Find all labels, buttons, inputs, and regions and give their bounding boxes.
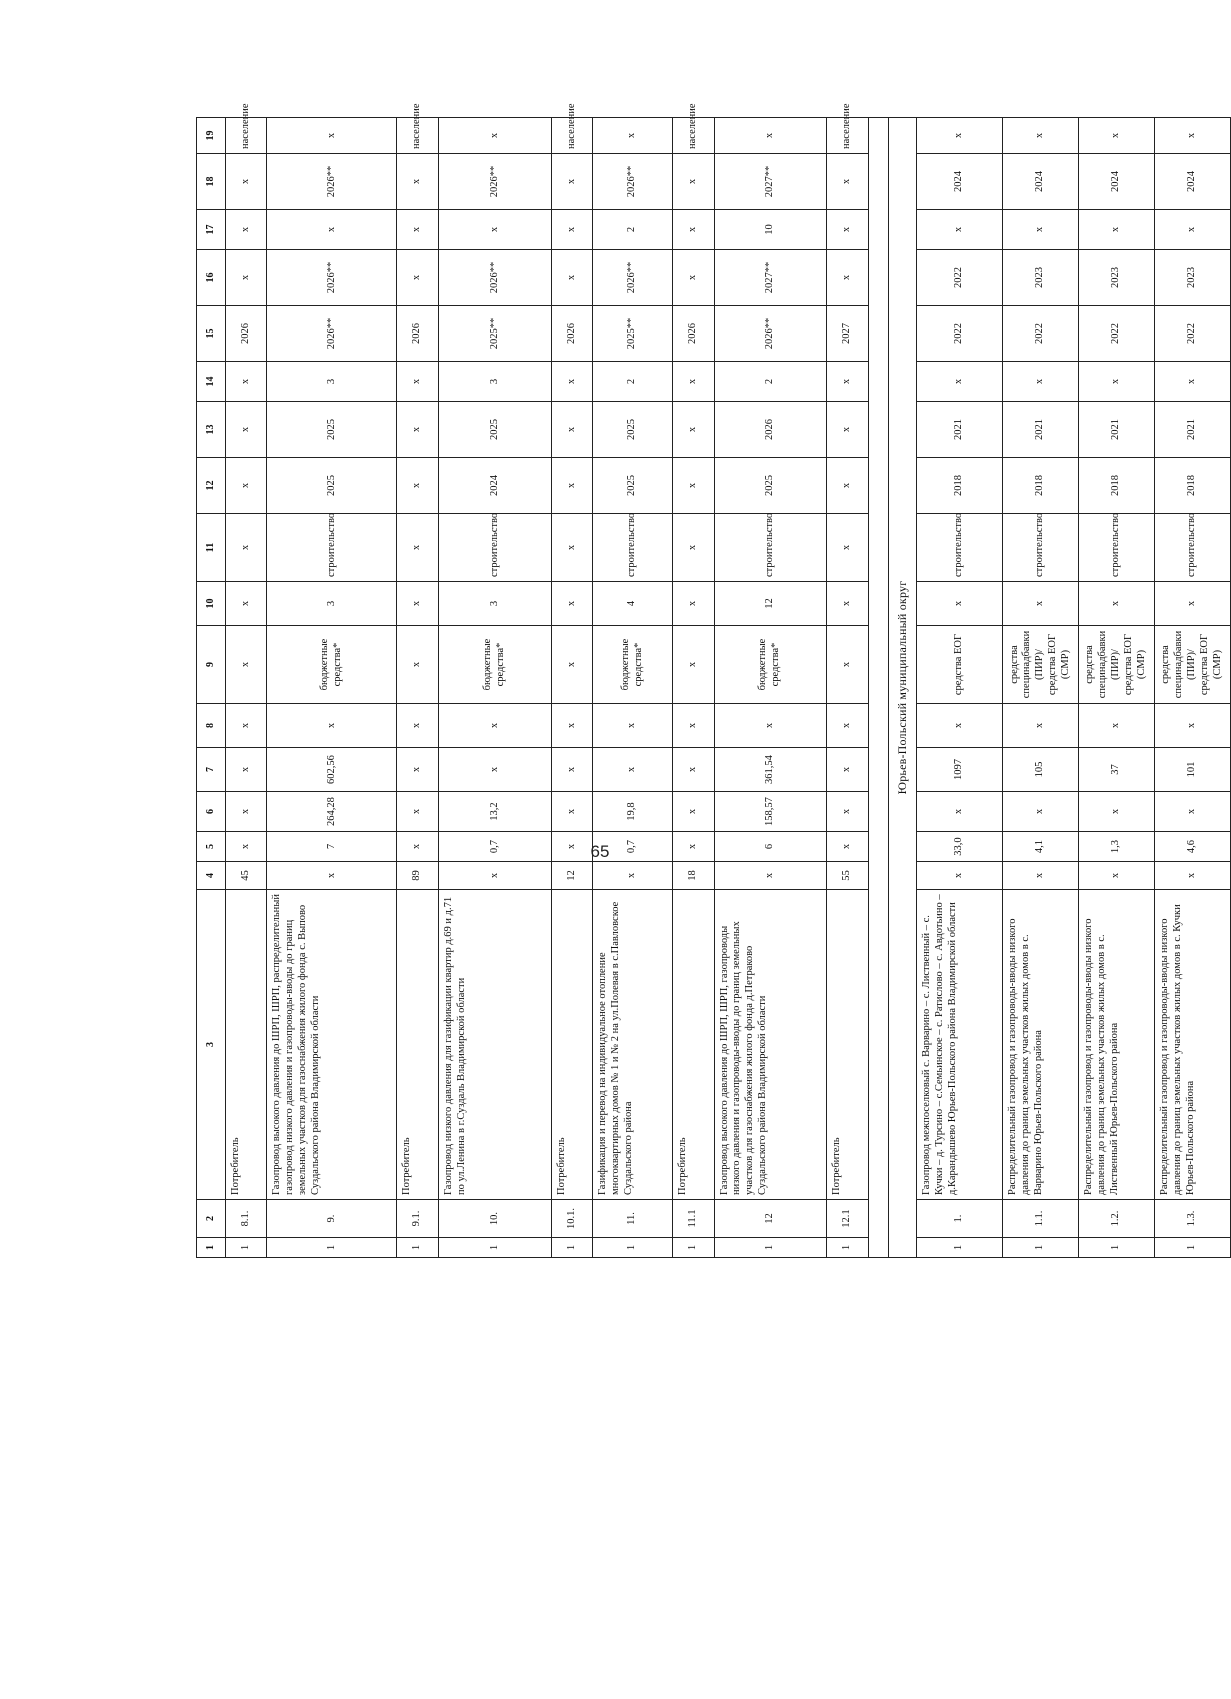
table-cell: 1.3. — [1154, 1200, 1230, 1238]
table-cell: 2024 — [1003, 154, 1079, 210]
table-cell: x — [672, 362, 714, 402]
table-cell: x — [397, 792, 439, 832]
table-row — [551, 118, 593, 1258]
table-cell: 10 — [714, 210, 826, 250]
table-cell: 8.1. — [225, 1200, 267, 1238]
table-cell: 2 — [593, 210, 672, 250]
table-cell: 2021 — [1154, 402, 1230, 458]
table-cell: 2023 — [1078, 250, 1154, 306]
table-cell: x — [826, 748, 868, 792]
table-cell: 2018 — [1154, 458, 1230, 514]
table-cell: 1 — [1154, 1238, 1230, 1258]
table-cell: x — [826, 250, 868, 306]
table-cell: x — [1154, 792, 1230, 832]
table-cell: x — [551, 832, 593, 862]
table-cell: 2026** — [593, 250, 672, 306]
table-cell: строительство — [593, 514, 672, 582]
table-cell: x — [714, 118, 826, 154]
object-name-cell: Потребитель — [551, 890, 593, 1200]
table-cell: 55 — [826, 862, 868, 890]
table-cell: x — [225, 362, 267, 402]
table-cell: 12 — [714, 582, 826, 626]
table-cell: x — [1003, 362, 1079, 402]
column-header: 16 — [197, 250, 226, 306]
column-header: 9 — [197, 626, 226, 704]
column-header: 5 — [197, 832, 226, 862]
table-cell: x — [1078, 704, 1154, 748]
table-cell: x — [1003, 704, 1079, 748]
table-cell: x — [1003, 210, 1079, 250]
table-cell: x — [551, 402, 593, 458]
table-cell: x — [1003, 862, 1079, 890]
table-cell: 6 — [714, 832, 826, 862]
object-name-cell: Потребитель — [397, 890, 439, 1200]
table-cell: 2025** — [593, 306, 672, 362]
table-cell: средства специнадбавки (ПИР)/средства ЕОГ (СМР) — [1078, 626, 1154, 704]
spacer-cell — [868, 118, 888, 1258]
table-cell: x — [1078, 362, 1154, 402]
table-cell: 9.1. — [397, 1200, 439, 1238]
table-cell: x — [593, 704, 672, 748]
column-header: 18 — [197, 154, 226, 210]
table-cell: 7 — [267, 832, 397, 862]
table-cell: 2018 — [1078, 458, 1154, 514]
object-name-cell: Потребитель — [826, 890, 868, 1200]
table-cell: 1 — [1078, 1238, 1154, 1258]
table-cell: строительство — [917, 514, 1003, 582]
table-cell: 1,3 — [1078, 832, 1154, 862]
table-cell: x — [439, 748, 551, 792]
object-name-cell: Газопровод низкого давления для газификации квартир д.69 и д.71 по ул.Ленина в г.Суздаль Владимирской области — [439, 890, 551, 1200]
table-cell: x — [267, 118, 397, 154]
table-cell: 2025** — [439, 306, 551, 362]
table-cell: 18 — [672, 862, 714, 890]
table-cell: средства ЕОГ — [917, 626, 1003, 704]
table-cell: 1.1. — [1003, 1200, 1079, 1238]
table-cell: x — [1154, 704, 1230, 748]
table-cell: 1 — [593, 1238, 672, 1258]
table-cell: 2025 — [714, 458, 826, 514]
column-header: 17 — [197, 210, 226, 250]
table-cell: x — [1003, 792, 1079, 832]
table-cell: x — [672, 704, 714, 748]
table-cell: 12 — [714, 1200, 826, 1238]
table-cell: 2018 — [1003, 458, 1079, 514]
table-cell: 2027** — [714, 154, 826, 210]
table-cell: x — [397, 582, 439, 626]
table-cell: x — [826, 210, 868, 250]
table-cell: бюджетные средства* — [439, 626, 551, 704]
column-header: 6 — [197, 792, 226, 832]
table-cell: 2027 — [826, 306, 868, 362]
table-cell: x — [225, 154, 267, 210]
table-cell: 1 — [826, 1238, 868, 1258]
table-row — [439, 118, 551, 1258]
table-cell: 1 — [551, 1238, 593, 1258]
table-cell: 2026 — [551, 306, 593, 362]
table-cell: 2024 — [917, 154, 1003, 210]
column-header: 8 — [197, 704, 226, 748]
table-cell: x — [439, 210, 551, 250]
table-cell: x — [714, 862, 826, 890]
table-cell: 2 — [714, 362, 826, 402]
table-cell: 2026 — [714, 402, 826, 458]
table-cell: x — [551, 748, 593, 792]
table-cell: x — [225, 402, 267, 458]
table-cell: x — [1154, 362, 1230, 402]
table-cell: 2027** — [714, 250, 826, 306]
table-cell: x — [1003, 118, 1079, 154]
table-row — [672, 118, 714, 1258]
header-row — [197, 118, 226, 1258]
table-cell: 2022 — [1003, 306, 1079, 362]
table-cell: x — [826, 514, 868, 582]
table-cell: x — [826, 154, 868, 210]
table-cell: x — [1078, 792, 1154, 832]
table-cell: 2022 — [1154, 306, 1230, 362]
table-cell: x — [551, 514, 593, 582]
table-cell: x — [917, 792, 1003, 832]
table-cell: x — [1154, 582, 1230, 626]
table-cell: x — [917, 582, 1003, 626]
table-cell: 2026** — [439, 154, 551, 210]
table-cell: 2 — [593, 362, 672, 402]
page-number: 65 — [590, 842, 610, 861]
column-header: 12 — [197, 458, 226, 514]
table-cell: x — [672, 626, 714, 704]
table-cell: население — [225, 118, 267, 154]
table-cell: x — [551, 792, 593, 832]
table-cell: x — [267, 704, 397, 748]
table-cell: x — [397, 748, 439, 792]
table-cell: 0,7 — [593, 832, 672, 862]
object-name-cell: Потребитель — [672, 890, 714, 1200]
table-cell: x — [1078, 118, 1154, 154]
table-cell: x — [917, 362, 1003, 402]
table-cell: 2026** — [439, 250, 551, 306]
rotated-table-container — [196, 103, 1231, 1258]
table-cell: x — [714, 704, 826, 748]
table-cell: x — [551, 250, 593, 306]
column-header: 7 — [197, 748, 226, 792]
table-cell: 37 — [1078, 748, 1154, 792]
table-cell: x — [672, 458, 714, 514]
table-cell: 1 — [672, 1238, 714, 1258]
table-cell: 4,1 — [1003, 832, 1079, 862]
table-cell: x — [917, 118, 1003, 154]
table-cell: x — [267, 210, 397, 250]
object-name-cell: Потребитель — [225, 890, 267, 1200]
table-row — [917, 118, 1003, 1258]
table-cell: население — [551, 118, 593, 154]
table-cell: 12 — [551, 862, 593, 890]
table-cell: x — [1003, 582, 1079, 626]
column-header: 15 — [197, 306, 226, 362]
table-cell: x — [672, 582, 714, 626]
table-cell: 2024 — [439, 458, 551, 514]
table-cell: x — [593, 118, 672, 154]
table-cell: 1 — [225, 1238, 267, 1258]
section-row — [888, 118, 917, 1258]
table-cell: 2026 — [225, 306, 267, 362]
table-cell: 3 — [439, 362, 551, 402]
table-cell: население — [672, 118, 714, 154]
column-header: 11 — [197, 514, 226, 582]
table-cell: 2022 — [917, 306, 1003, 362]
table-cell: x — [225, 832, 267, 862]
table-row — [267, 118, 397, 1258]
table-row — [1003, 118, 1079, 1258]
table-cell: x — [593, 862, 672, 890]
table-cell: x — [593, 748, 672, 792]
table-cell: x — [225, 250, 267, 306]
section-title: Юрьев-Польский муниципальный округ — [888, 118, 917, 1258]
table-cell: бюджетные средства* — [593, 626, 672, 704]
table-cell: 2024 — [1154, 154, 1230, 210]
table-cell: x — [672, 250, 714, 306]
table-cell: 1 — [917, 1238, 1003, 1258]
table-cell: x — [439, 118, 551, 154]
table-cell: 2025 — [439, 402, 551, 458]
table-cell: бюджетные средства* — [714, 626, 826, 704]
table-cell: x — [397, 362, 439, 402]
object-name-cell: Газопровод высокого давления до ШРП, ШРП, газопроводы низкого давления и газопроводы-вводы до границ земельных участков для газоснабжения жилого фонда д.Петраково Суздальского района Владимирской области — [714, 890, 826, 1200]
table-cell: 45 — [225, 862, 267, 890]
table-cell: x — [267, 862, 397, 890]
table-cell: 2022 — [1078, 306, 1154, 362]
table-cell: x — [826, 704, 868, 748]
table-cell: 1 — [1003, 1238, 1079, 1258]
table-cell: население — [397, 118, 439, 154]
table-cell: строительство — [714, 514, 826, 582]
table-cell: 2025 — [267, 402, 397, 458]
table-cell: x — [397, 458, 439, 514]
table-cell: 33,0 — [917, 832, 1003, 862]
column-header: 4 — [197, 862, 226, 890]
table-cell: x — [917, 210, 1003, 250]
object-name-cell: Газопровод межпоселковый с. Варварино – с. Лиственный – с. Кучки – д. Турсино – с.Семьинское – с. Ратислово – с. Авдотьино – д.Карандышево Юрьев-Польского района Владимирской области — [917, 890, 1003, 1200]
table-cell: x — [225, 514, 267, 582]
table-cell: 264,28 — [267, 792, 397, 832]
table-cell: 19,8 — [593, 792, 672, 832]
table-cell: x — [551, 210, 593, 250]
table-cell: 2026** — [267, 250, 397, 306]
table-cell: x — [826, 582, 868, 626]
table-cell: население — [826, 118, 868, 154]
table-cell: 602,56 — [267, 748, 397, 792]
table-cell: 1097 — [917, 748, 1003, 792]
table-cell: x — [672, 514, 714, 582]
table-cell: 1.2. — [1078, 1200, 1154, 1238]
table-row — [714, 118, 826, 1258]
table-cell: x — [225, 748, 267, 792]
table-cell: средства специнадбавки (ПИР)/средства ЕОГ (СМР) — [1003, 626, 1079, 704]
table-cell: x — [397, 626, 439, 704]
table-cell: 2026** — [267, 154, 397, 210]
table-row — [225, 118, 267, 1258]
table-cell: x — [826, 362, 868, 402]
table-cell: 2022 — [917, 250, 1003, 306]
table-cell: 2024 — [1078, 154, 1154, 210]
table-cell: 2026** — [593, 154, 672, 210]
table-cell: x — [1078, 862, 1154, 890]
table-cell: 9. — [267, 1200, 397, 1238]
table-cell: x — [826, 458, 868, 514]
table-cell: 2026 — [397, 306, 439, 362]
table-cell: x — [397, 832, 439, 862]
column-header: 19 — [197, 118, 226, 154]
table-row — [1154, 118, 1230, 1258]
column-header: 13 — [197, 402, 226, 458]
table-cell: x — [672, 210, 714, 250]
table-cell: 4,6 — [1154, 832, 1230, 862]
table-cell: строительство — [267, 514, 397, 582]
table-cell: x — [397, 402, 439, 458]
table-cell: x — [225, 210, 267, 250]
table-cell: x — [551, 362, 593, 402]
table-cell: 1 — [714, 1238, 826, 1258]
table-cell: бюджетные средства* — [267, 626, 397, 704]
object-name-cell: Распределительный газопровод и газопроводы-вводы низкого давления до границ земельных участков жилых домов в с. Лиственный Юрьев-Польского района — [1078, 890, 1154, 1200]
table-row — [826, 118, 868, 1258]
table-cell: 2026 — [672, 306, 714, 362]
table-cell: x — [225, 582, 267, 626]
column-header: 1 — [197, 1238, 226, 1258]
table-cell: 2021 — [1078, 402, 1154, 458]
table-cell: строительство — [1078, 514, 1154, 582]
table-cell: 1 — [267, 1238, 397, 1258]
column-header: 3 — [197, 890, 226, 1200]
table-cell: x — [826, 832, 868, 862]
table-cell: x — [397, 704, 439, 748]
table-cell: x — [397, 514, 439, 582]
table-cell: x — [439, 862, 551, 890]
table-cell: 2023 — [1003, 250, 1079, 306]
table-cell: x — [672, 154, 714, 210]
table-cell: x — [672, 792, 714, 832]
table-cell: 361,54 — [714, 748, 826, 792]
table-cell: 10. — [439, 1200, 551, 1238]
table-cell: x — [225, 458, 267, 514]
table-cell: x — [551, 458, 593, 514]
table-cell: x — [397, 250, 439, 306]
table-cell: 2018 — [917, 458, 1003, 514]
table-cell: 13,2 — [439, 792, 551, 832]
table-cell: x — [397, 210, 439, 250]
table-cell: 3 — [267, 362, 397, 402]
table-cell: строительство — [1003, 514, 1079, 582]
table-cell: x — [1154, 862, 1230, 890]
table-cell: 2025 — [593, 458, 672, 514]
table-cell: x — [672, 402, 714, 458]
table-cell: x — [1078, 582, 1154, 626]
table-cell: 1 — [439, 1238, 551, 1258]
column-header: 14 — [197, 362, 226, 402]
table-cell: x — [672, 832, 714, 862]
table-cell: x — [826, 792, 868, 832]
table-row — [1078, 118, 1154, 1258]
table-cell: x — [551, 582, 593, 626]
table-cell: 12.1 — [826, 1200, 868, 1238]
table-cell: 2023 — [1154, 250, 1230, 306]
gasification-table — [196, 103, 1231, 1258]
table-cell: 2025 — [267, 458, 397, 514]
table-cell: x — [551, 154, 593, 210]
table-cell: 1 — [397, 1238, 439, 1258]
table-cell: x — [672, 748, 714, 792]
object-name-cell: Распределительный газопровод и газопроводы-вводы низкого давления до границ земельных участков жилых домов в с. Кучки Юрьев-Польского района — [1154, 890, 1230, 1200]
table-cell: 10.1. — [551, 1200, 593, 1238]
table-cell: x — [1154, 118, 1230, 154]
table-cell: 11. — [593, 1200, 672, 1238]
table-cell: 4 — [593, 582, 672, 626]
object-name-cell: Газификация и перевод на индивидуальное отопление многоквартирных домов № 1 и № 2 на ул.Полевая в с.Павловское Суздальского района — [593, 890, 672, 1200]
object-name-cell: Распределительный газопровод и газопроводы-вводы низкого давления до границ земельных участков жилых домов в с. Варварино Юрьев-Польского района — [1003, 890, 1079, 1200]
table-cell: 1. — [917, 1200, 1003, 1238]
table-cell: 11.1 — [672, 1200, 714, 1238]
table-cell: x — [225, 704, 267, 748]
table-cell: строительство — [1154, 514, 1230, 582]
column-header: 10 — [197, 582, 226, 626]
table-cell: x — [225, 792, 267, 832]
table-cell: x — [1154, 210, 1230, 250]
table-cell: 2025 — [593, 402, 672, 458]
table-cell: 89 — [397, 862, 439, 890]
table-cell: x — [826, 626, 868, 704]
table-cell: 0,7 — [439, 832, 551, 862]
table-cell: 158,57 — [714, 792, 826, 832]
table-row — [593, 118, 672, 1258]
table-cell: 2026** — [714, 306, 826, 362]
table-cell: строительство — [439, 514, 551, 582]
table-row — [397, 118, 439, 1258]
table-cell: x — [917, 862, 1003, 890]
object-name-cell: Газопровод высокого давления до ШРП, ШРП, распределительный газопровод низкого давления и газопроводы-вводы до границ земельных участков для газоснабжения жилого фонда с. Выпово Суздальского района Владимирской области — [267, 890, 397, 1200]
spacer-row — [868, 118, 888, 1258]
table-cell: 2021 — [917, 402, 1003, 458]
table-cell: 105 — [1003, 748, 1079, 792]
table-cell: x — [225, 626, 267, 704]
table-cell: x — [1078, 210, 1154, 250]
table-cell: 3 — [267, 582, 397, 626]
table-cell: x — [551, 704, 593, 748]
table-cell: 2021 — [1003, 402, 1079, 458]
table-cell: 2026** — [267, 306, 397, 362]
table-cell: 101 — [1154, 748, 1230, 792]
table-cell: x — [826, 402, 868, 458]
table-cell: средства специнадбавки (ПИР)/средства ЕОГ (СМР) — [1154, 626, 1230, 704]
column-header: 2 — [197, 1200, 226, 1238]
table-body — [197, 103, 1231, 1258]
table-cell: x — [917, 704, 1003, 748]
table-cell: 3 — [439, 582, 551, 626]
table-cell: x — [397, 154, 439, 210]
table-cell: x — [439, 704, 551, 748]
table-cell: x — [551, 626, 593, 704]
